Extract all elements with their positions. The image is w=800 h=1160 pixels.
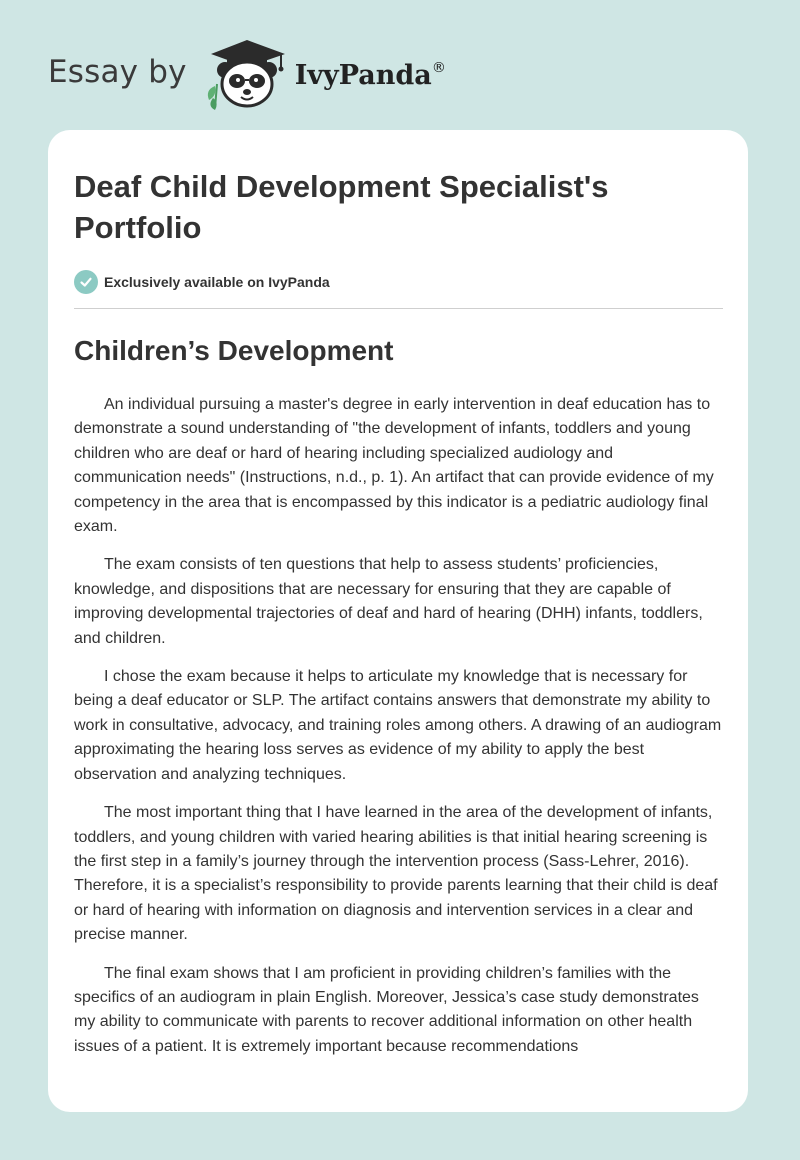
paragraph: I chose the exam because it helps to articulate my knowledge that is necessary for being a deaf educator or SLP. The artifact contains answers that demonstrate my ability to work in consultative, advocacy, and training roles among others. A drawing of an audiogram approximating the hearing loss serves as evidence of my ability to apply the best observation and analyzing techniques.	[74, 668, 722, 783]
panda-graduate-icon	[201, 34, 293, 110]
essay-body	[74, 393, 722, 1059]
section-heading: Children’s Development	[74, 335, 394, 366]
paragraph: The exam consists of ten questions that help to assess students’ proficiencies, knowledge, and dispositions that are necessary for ensuring that they are capable of improving developmental trajectories of deaf and hard of hearing (DHH) infants, toddlers, and children.	[74, 556, 703, 647]
exclusive-badge	[74, 268, 722, 296]
check-circle-icon	[74, 270, 98, 294]
brand-name: IvyPanda®	[294, 59, 446, 91]
brand-prefix: Essay by	[48, 54, 187, 90]
paragraph: The final exam shows that I am proficient in providing children’s families with the specifics of an audiogram in plain English. Moreover, Jessica’s case study demonstrates my ability to communicate with parents to recover additional information on other health issues of a patient. It is extremely important because recommendations	[74, 964, 699, 1055]
divider	[74, 308, 723, 309]
exclusive-label: Exclusively available on IvyPanda	[104, 274, 330, 290]
essay-title: Deaf Child Development Specialist's Portfolio	[74, 169, 609, 245]
paragraph: An individual pursuing a master's degree in early intervention in deaf education has to demonstrate a sound understanding of "the development of infants, toddlers and young children who are deaf or hard of hearing including specialized audiology and communication needs" (Instructions, n.d., p. 1). An artifact that can provide evidence of my competency in the area that is encompassed by this indicator is a pediatric audiology final exam.	[74, 396, 714, 536]
brand-header	[48, 34, 446, 110]
paragraph: The most important thing that I have learned in the area of the development of infants, toddlers, and young children with varied hearing abilities is that initial hearing screening is the first step in a family’s journey through the intervention process (Sass-Lehrer, 2016). Therefore, it is a specialist’s responsibility to provide parents learning that their child is deaf or hard of hearing with information on diagnosis and intervention services in a clear and precise manner.	[74, 804, 718, 944]
trademark-symbol: ®	[431, 59, 446, 76]
essay-card	[48, 130, 748, 1112]
